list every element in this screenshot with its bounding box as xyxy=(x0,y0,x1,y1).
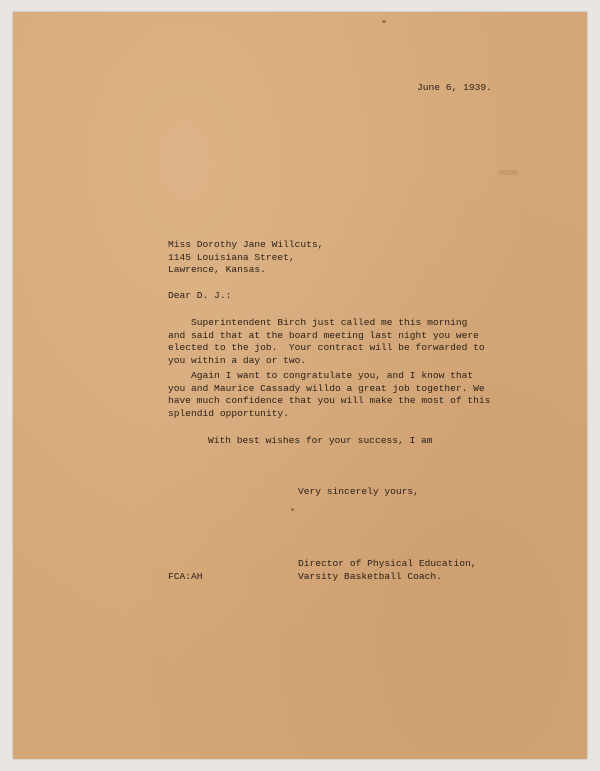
body-paragraph-3: With best wishes for your success, I am xyxy=(208,435,433,446)
faint-show-through xyxy=(498,170,518,175)
paragraph-line: splendid opportunity. xyxy=(168,407,289,419)
paragraph-line: Superintendent Birch just called me this morning xyxy=(168,317,468,328)
paragraph-line: Again I want to congratulate you, and I know that xyxy=(168,370,474,381)
signer-title xyxy=(298,558,476,583)
title-line: Director of Physical Education, xyxy=(298,558,477,569)
paragraph-line: you within a day or two. xyxy=(168,354,307,366)
recipient-address xyxy=(168,239,323,277)
salutation: Dear D. J.: xyxy=(168,290,232,301)
paragraph-line: you and Maurice Cassady willdo a great job together. We xyxy=(168,382,485,394)
title-line: Varsity Basketball Coach. xyxy=(298,570,442,582)
body-paragraph-1 xyxy=(168,317,485,367)
letter-date: June 6, 1939. xyxy=(417,82,492,93)
paragraph-line: elected to the job. Your contract will be forwarded to xyxy=(168,342,485,353)
complimentary-closing: Very sincerely yours, xyxy=(298,486,419,497)
address-line: Miss Dorothy Jane Willcuts, xyxy=(168,239,324,250)
body-paragraph-2 xyxy=(168,370,490,420)
paper-blemish xyxy=(382,20,386,23)
paragraph-line: have much confidence that you will make the most of this xyxy=(168,395,491,406)
reference-initials: FCA:AH xyxy=(168,571,203,582)
letter-page xyxy=(13,12,587,759)
paper-blemish xyxy=(291,508,294,511)
address-line: Lawrence, Kansas. xyxy=(168,264,266,275)
paragraph-line: and said that at the board meeting last night you were xyxy=(168,329,479,341)
address-line: 1145 Louisiana Street, xyxy=(168,251,295,263)
